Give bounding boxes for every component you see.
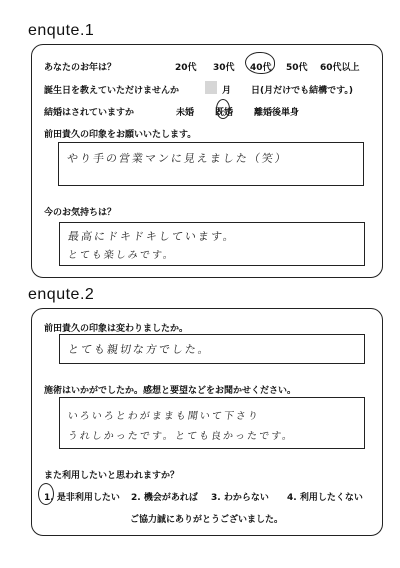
marriage-option-divorced[interactable]: 離婚後単身 bbox=[254, 108, 300, 118]
age-option-60plus[interactable]: 60代以上 bbox=[320, 63, 360, 73]
reuse-selection-circle bbox=[38, 483, 54, 505]
treatment-question: 施術はいかがでしたか。感想と要望などをお聞かせください。 bbox=[44, 386, 297, 396]
reuse-question: また利用したいと思われますか？ bbox=[44, 471, 180, 481]
birthday-day-label: 日(月だけでも結構です。) bbox=[251, 86, 354, 96]
impression-change-answer: とても親切な方でした。 bbox=[67, 343, 212, 356]
birthday-month-label: 月 bbox=[222, 86, 232, 96]
age-question: あなたのお年は？ bbox=[44, 63, 117, 73]
age-option-40s[interactable]: 40代 bbox=[250, 63, 272, 73]
feeling-answer-box[interactable] bbox=[59, 222, 365, 266]
reuse-option-4[interactable]: 4. 利用したくない bbox=[287, 493, 363, 503]
marriage-question: 結婚はされていますか bbox=[44, 108, 135, 118]
impression-change-question: 前田貴久の印象は変わりましたか。 bbox=[44, 324, 189, 334]
age-option-30s[interactable]: 30代 bbox=[213, 63, 235, 73]
treatment-answer-line-1: いろいろとわがままも聞いて下さり bbox=[66, 411, 261, 422]
age-option-20s[interactable]: 20代 bbox=[175, 63, 197, 73]
reuse-option-2[interactable]: 2. 機会があれば bbox=[131, 493, 198, 503]
birthday-question: 誕生日を教えていただけませんか bbox=[44, 86, 180, 96]
impression-change-answer-box[interactable] bbox=[59, 334, 365, 364]
treatment-answer-line-2: うれしかったです。とても良かったです。 bbox=[66, 431, 295, 442]
redacted-month-mark bbox=[205, 81, 217, 94]
age-selection-circle bbox=[245, 52, 275, 74]
enqute2-title: enqute.2 bbox=[28, 286, 95, 303]
feeling-answer-line-2: とても楽しみです。 bbox=[66, 250, 176, 261]
reuse-option-1[interactable]: 1. 是非利用したい bbox=[44, 493, 120, 503]
treatment-answer-box[interactable] bbox=[59, 397, 365, 449]
feeling-question: 今のお気持ちは？ bbox=[44, 208, 117, 218]
marriage-selection-circle bbox=[216, 99, 230, 119]
impression-answer-box[interactable] bbox=[58, 142, 364, 186]
marriage-option-married[interactable]: 既婚 bbox=[215, 108, 234, 118]
feeling-answer-line-1: 最高にドキドキしています。 bbox=[67, 230, 237, 243]
reuse-option-3[interactable]: 3. わからない bbox=[211, 493, 269, 503]
age-option-50s[interactable]: 50代 bbox=[286, 63, 308, 73]
thanks-message: ご協力誠にありがとうございました。 bbox=[130, 515, 284, 525]
marriage-option-single[interactable]: 未婚 bbox=[176, 108, 195, 118]
enqute1-title: enqute.1 bbox=[28, 22, 95, 39]
impression-answer: やり手の営業マンに見えました（笑） bbox=[66, 152, 289, 165]
impression-question: 前田貴久の印象をお願いいたします。 bbox=[44, 130, 197, 140]
